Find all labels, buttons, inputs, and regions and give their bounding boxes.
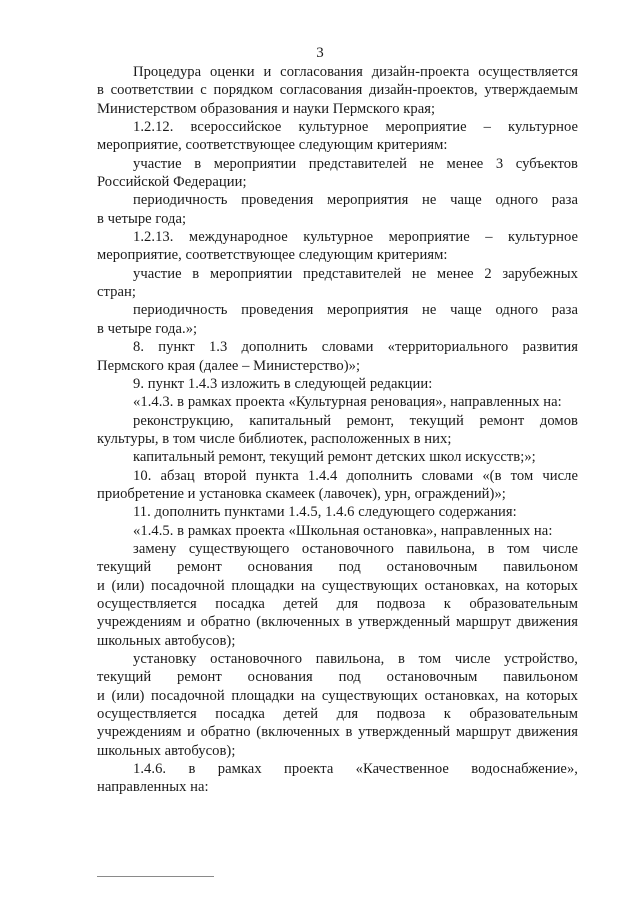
paragraph-line: капитальный ремонт, текущий ремонт детских школ искусств;»; (133, 449, 536, 466)
paragraph-line: замену существующего остановочного павильона, в том числе (133, 540, 578, 557)
paragraph-line: 9. пункт 1.4.3 изложить в следующей редакции: (133, 375, 433, 392)
paragraph (97, 650, 578, 760)
paragraph (97, 155, 578, 192)
paragraph-line: «1.4.3. в рамках проекта «Культурная реновация», направленных на: (133, 394, 562, 411)
paragraph-line: стран; (97, 284, 136, 301)
paragraph-line: 10. абзац второй пункта 1.4.4 дополнить словами «(в том числе (133, 467, 578, 484)
paragraph (97, 118, 578, 155)
paragraph-line: участие в мероприятии представителей не менее 3 субъектов (133, 155, 578, 172)
paragraph (97, 412, 578, 449)
paragraph-line: в соответствии с порядком согласования дизайн-проектов, утверждаемым (97, 82, 578, 99)
paragraph (97, 228, 578, 265)
paragraph-line: установку остановочного павильона, в том числе устройство, (133, 651, 578, 667)
paragraph-line: культуры, в том числе библиотек, расположенных в них; (97, 430, 452, 447)
paragraph-line: школьных автобусов); (97, 742, 236, 759)
paragraph-line: участие в мероприятии представителей не менее 2 зарубежных (133, 265, 578, 282)
paragraph-line: 11. дополнить пунктами 1.4.5, 1.4.6 следующего содержания: (133, 504, 517, 521)
paragraph (97, 503, 578, 521)
paragraph-line: 1.2.12. всероссийское культурное мероприятие – культурное (133, 119, 578, 136)
paragraph (97, 301, 578, 338)
paragraph-line: учреждениям и обратно (включенных в утвержденный маршрут движения (97, 614, 578, 631)
paragraph-line: учреждениям и обратно (включенных в утвержденный маршрут движения (97, 724, 578, 741)
paragraph-line: Процедура оценки и согласования дизайн-проекта осуществляется (133, 64, 578, 80)
paragraph-line: мероприятие, соответствующее следующим критериям: (97, 137, 448, 154)
paragraph (97, 191, 578, 228)
paragraph-line: 8. пункт 1.3 дополнить словами «территориального развития (133, 339, 578, 356)
paragraph-line: Пермского края (далее – Министерство)»; (97, 357, 361, 374)
paragraph-line: 1.4.6. в рамках проекта «Качественное водоснабжение», (133, 761, 578, 778)
paragraph (97, 760, 578, 797)
paragraph-line: текущий ремонт основания под остановочным павильоном (97, 669, 578, 686)
paragraph-line: и (или) посадочной площадки на существующих остановках, на которых (97, 577, 578, 594)
page-number: 3 (316, 45, 324, 61)
paragraph-line: «1.4.5. в рамках проекта «Школьная остановка», направленных на: (133, 522, 553, 539)
paragraph-line: приобретение и установка скамеек (лавочек), урн, ограждений)»; (97, 485, 506, 502)
paragraph (97, 393, 578, 411)
paragraph (97, 540, 578, 650)
paragraph-line: периодичность проведения мероприятия не чаще одного раза (133, 302, 578, 319)
paragraph-line: Российской Федерации; (97, 174, 247, 191)
paragraph-line: в четыре года; (97, 210, 187, 227)
paragraph-line: мероприятие, соответствующее следующим критериям: (97, 247, 448, 264)
paragraph-line: осуществляется посадка детей для подвоза к образовательным (97, 595, 578, 612)
footnote-separator (97, 876, 214, 877)
paragraph (97, 448, 578, 466)
paragraph-line: 1.2.13. международное культурное мероприятие – культурное (133, 229, 578, 246)
paragraph (97, 63, 578, 118)
document-body (97, 63, 578, 797)
paragraph (97, 467, 578, 504)
paragraph-line: в четыре года.»; (97, 320, 198, 337)
paragraph (97, 265, 578, 302)
paragraph-line: школьных автобусов); (97, 632, 236, 649)
paragraph-line: направленных на: (97, 779, 209, 796)
paragraph-line: и (или) посадочной площадки на существующих остановках, на которых (97, 687, 578, 704)
paragraph (97, 522, 578, 540)
paragraph-line: Министерством образования и науки Пермского края; (97, 100, 436, 117)
paragraph (97, 375, 578, 393)
paragraph-line: периодичность проведения мероприятия не чаще одного раза (133, 192, 578, 209)
paragraph-line: текущий ремонт основания под остановочным павильоном (97, 559, 578, 576)
paragraph-line: реконструкцию, капитальный ремонт, текущий ремонт домов (133, 412, 578, 429)
paragraph-line: осуществляется посадка детей для подвоза к образовательным (97, 706, 578, 723)
paragraph (97, 338, 578, 375)
